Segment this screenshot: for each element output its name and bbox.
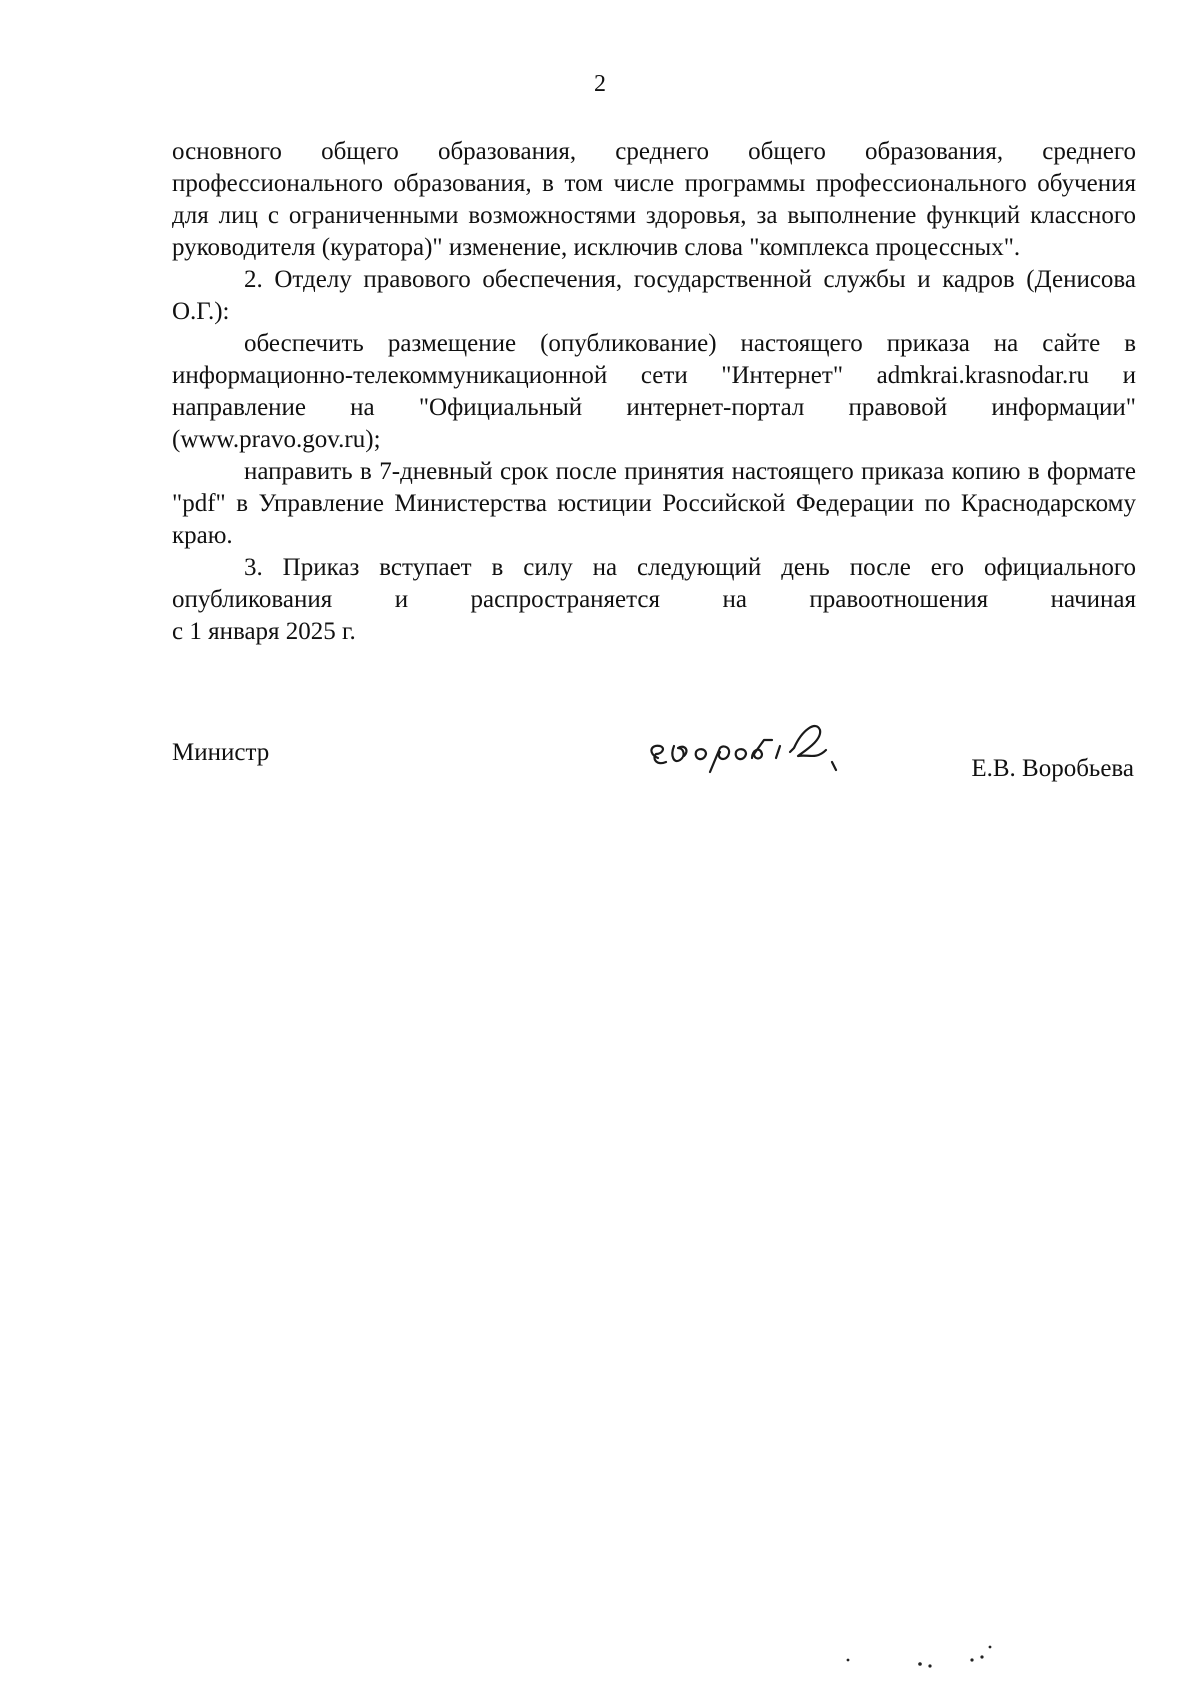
signatory-position: Министр — [172, 739, 270, 766]
handwritten-signature — [640, 710, 910, 790]
document-body — [172, 136, 1136, 648]
paragraph-publication: обеспечить размещение (опубликование) настоящего приказа на сайте в информационно-телекоммуникационной сети "Интернет" admkrai.krasnodar.ru и направление на "Официальный интернет-портал правовой информации" (www.pravo.gov.ru); — [172, 330, 1136, 453]
signatory-name: Е.В. Воробьева — [971, 755, 1134, 782]
paragraph-item-2: 2. Отделу правового обеспечения, государственной службы и кадров (Денисова О.Г.): — [172, 266, 1136, 325]
scan-noise-marks — [820, 1620, 1020, 1670]
paragraph-item-3-date: с 1 января 2025 г. — [172, 618, 356, 645]
paragraph-send-copy: направить в 7-дневный срок после принятия настоящего приказа копию в формате "pdf" в Управление Министерства юстиции Российской Федерации по Краснодарскому краю. — [172, 458, 1136, 549]
page-number: 2 — [594, 71, 606, 97]
paragraph-continuation: основного общего образования, среднего общего образования, среднего профессионального образования, в том числе программы профессионального обучения для лиц с ограниченными возможностями здоровья, за выполнение функций классного руководителя (куратора)" изменение, исключив слова "комплекса процессных". — [172, 138, 1136, 261]
paragraph-item-3: 3. Приказ вступает в силу на следующий день после его официального опубликования и распространяется на правоотношения начиная — [172, 554, 1136, 613]
